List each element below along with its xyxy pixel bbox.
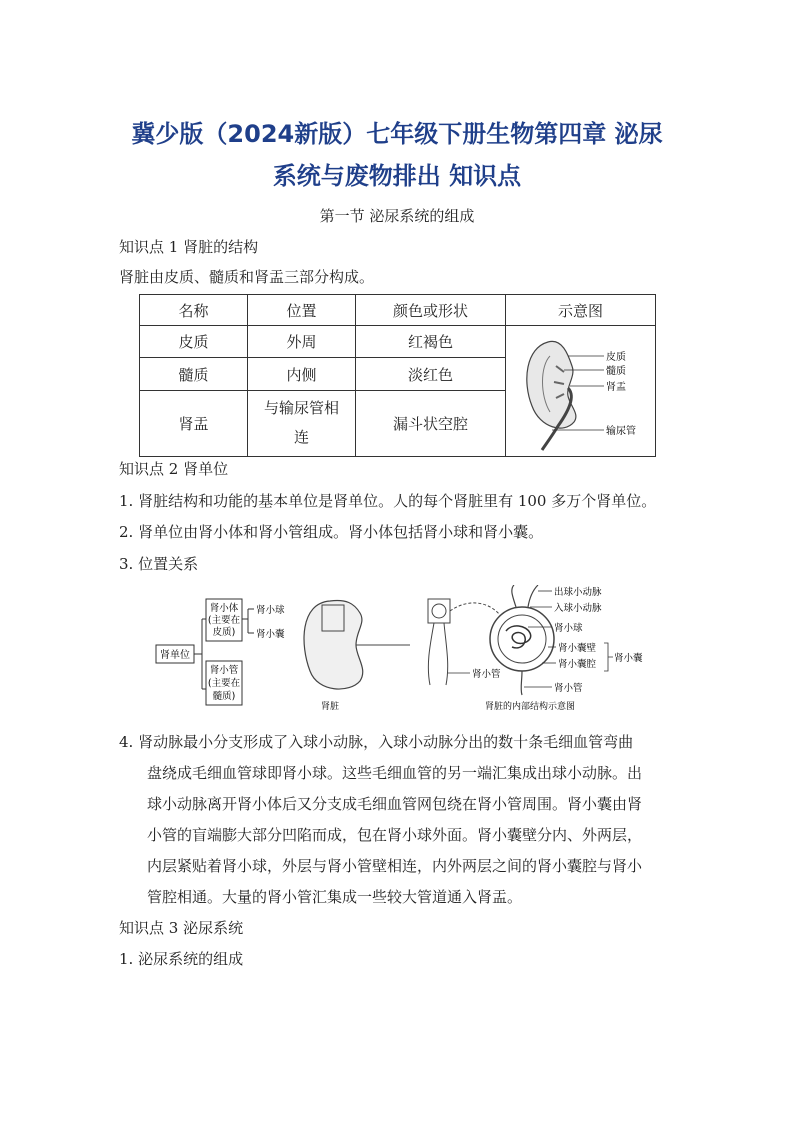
kp2-item4-line: 内层紧贴着肾小球，外层与肾小管壁相连，内外两层之间的肾小囊腔与肾小 — [147, 857, 643, 875]
tubule-label: 肾小管 — [472, 669, 501, 680]
table-cell: 皮质 — [140, 326, 248, 358]
diagram-label: 出球小动脉 — [554, 587, 602, 598]
box1-line: 肾小体 — [209, 603, 239, 614]
kp2-item4-line: 小管的盲端膨大部分凹陷而成，包在肾小球外面。肾小囊壁分内、外两层， — [147, 826, 643, 844]
diagram-caption: 肾脏 — [320, 702, 340, 712]
table-cell: 红褐色 — [356, 326, 506, 358]
box1-line: 皮质) — [212, 627, 236, 638]
document-title-line1: 冀少版（2024新版）七年级下册生物第四章 泌尿 — [131, 120, 663, 148]
cell-line: 连 — [293, 428, 309, 447]
kp2-item: 2. 肾单位由肾小体和肾小管组成。肾小体包括肾小球和肾小囊。 — [119, 523, 544, 541]
box2-line: 肾小管 — [209, 665, 239, 676]
kp2-item4-line: 球小动脉离开肾小体后又分支成毛细血管网包绕在肾小管周围。肾小囊由肾 — [147, 795, 643, 813]
kp2-item4-line: 4. 肾动脉最小分支形成了入球小动脉，入球小动脉分出的数十条毛细血管弯曲 — [119, 733, 634, 751]
table-header: 示意图 — [506, 295, 656, 326]
diagram-label: 髓质 — [606, 366, 626, 377]
kp2-heading: 知识点 2 肾单位 — [119, 460, 229, 478]
kidney-structure-table — [139, 294, 656, 457]
capsule-brace-label: 肾小囊 — [614, 653, 643, 664]
kp3-item: 1. 泌尿系统的组成 — [119, 950, 244, 968]
cell-line: 与输尿管相 — [263, 399, 339, 418]
diagram-label: 肾小球 — [554, 623, 583, 634]
table-cell: 髓质 — [140, 358, 248, 390]
box1-child: 肾小囊 — [256, 629, 285, 640]
table-header: 名称 — [140, 295, 248, 326]
diagram-label: 输尿管 — [606, 426, 636, 437]
kp1-intro: 肾脏由皮质、髓质和肾盂三部分构成。 — [119, 268, 375, 286]
table-header: 颜色或形状 — [356, 295, 506, 326]
section-heading: 第一节 泌尿系统的组成 — [319, 207, 475, 225]
kidney-diagram — [506, 326, 656, 452]
document-title-line2: 系统与废物排出 知识点 — [272, 162, 522, 190]
kp2-item4-line: 盘绕成毛细血管球即肾小球。这些毛细血管的另一端汇集成出球小动脉。出 — [147, 764, 643, 782]
diagram-label: 肾盂 — [606, 382, 626, 393]
diagram-label: 肾小管 — [554, 683, 583, 694]
table-cell — [248, 390, 356, 456]
nephron-diagram — [150, 585, 650, 717]
kp2-item4-line: 管腔相通。大量的肾小管汇集成一些较大管道通入肾盂。 — [147, 888, 523, 906]
diagram-root-label: 肾单位 — [160, 650, 190, 661]
kidney-sketch — [304, 601, 410, 690]
table-cell: 内侧 — [248, 358, 356, 390]
diagram-label: 入球小动脉 — [554, 603, 602, 614]
diagram-caption: 肾脏的内部结构示意图 — [484, 702, 576, 712]
box1-child: 肾小球 — [256, 605, 285, 616]
table-cell: 外周 — [248, 326, 356, 358]
diagram-label: 肾小囊壁 — [558, 643, 597, 654]
kp1-heading: 知识点 1 肾脏的结构 — [119, 238, 259, 256]
kp2-item: 1. 肾脏结构和功能的基本单位是肾单位。人的每个肾脏里有 100 多万个肾单位。 — [119, 492, 657, 510]
kidney-diagram-cell — [506, 326, 656, 457]
kp2-item: 3. 位置关系 — [119, 555, 199, 573]
table-header: 位置 — [248, 295, 356, 326]
kp3-heading: 知识点 3 泌尿系统 — [119, 919, 244, 937]
box2-line: (主要在 — [207, 678, 241, 689]
diagram-label: 皮质 — [606, 352, 626, 363]
table-cell: 漏斗状空腔 — [356, 390, 506, 456]
diagram-label: 肾小囊腔 — [558, 659, 597, 670]
table-cell: 肾盂 — [140, 390, 248, 456]
table-cell: 淡红色 — [356, 358, 506, 390]
box1-line: (主要在 — [207, 615, 241, 626]
box2-line: 髓质) — [212, 691, 236, 702]
